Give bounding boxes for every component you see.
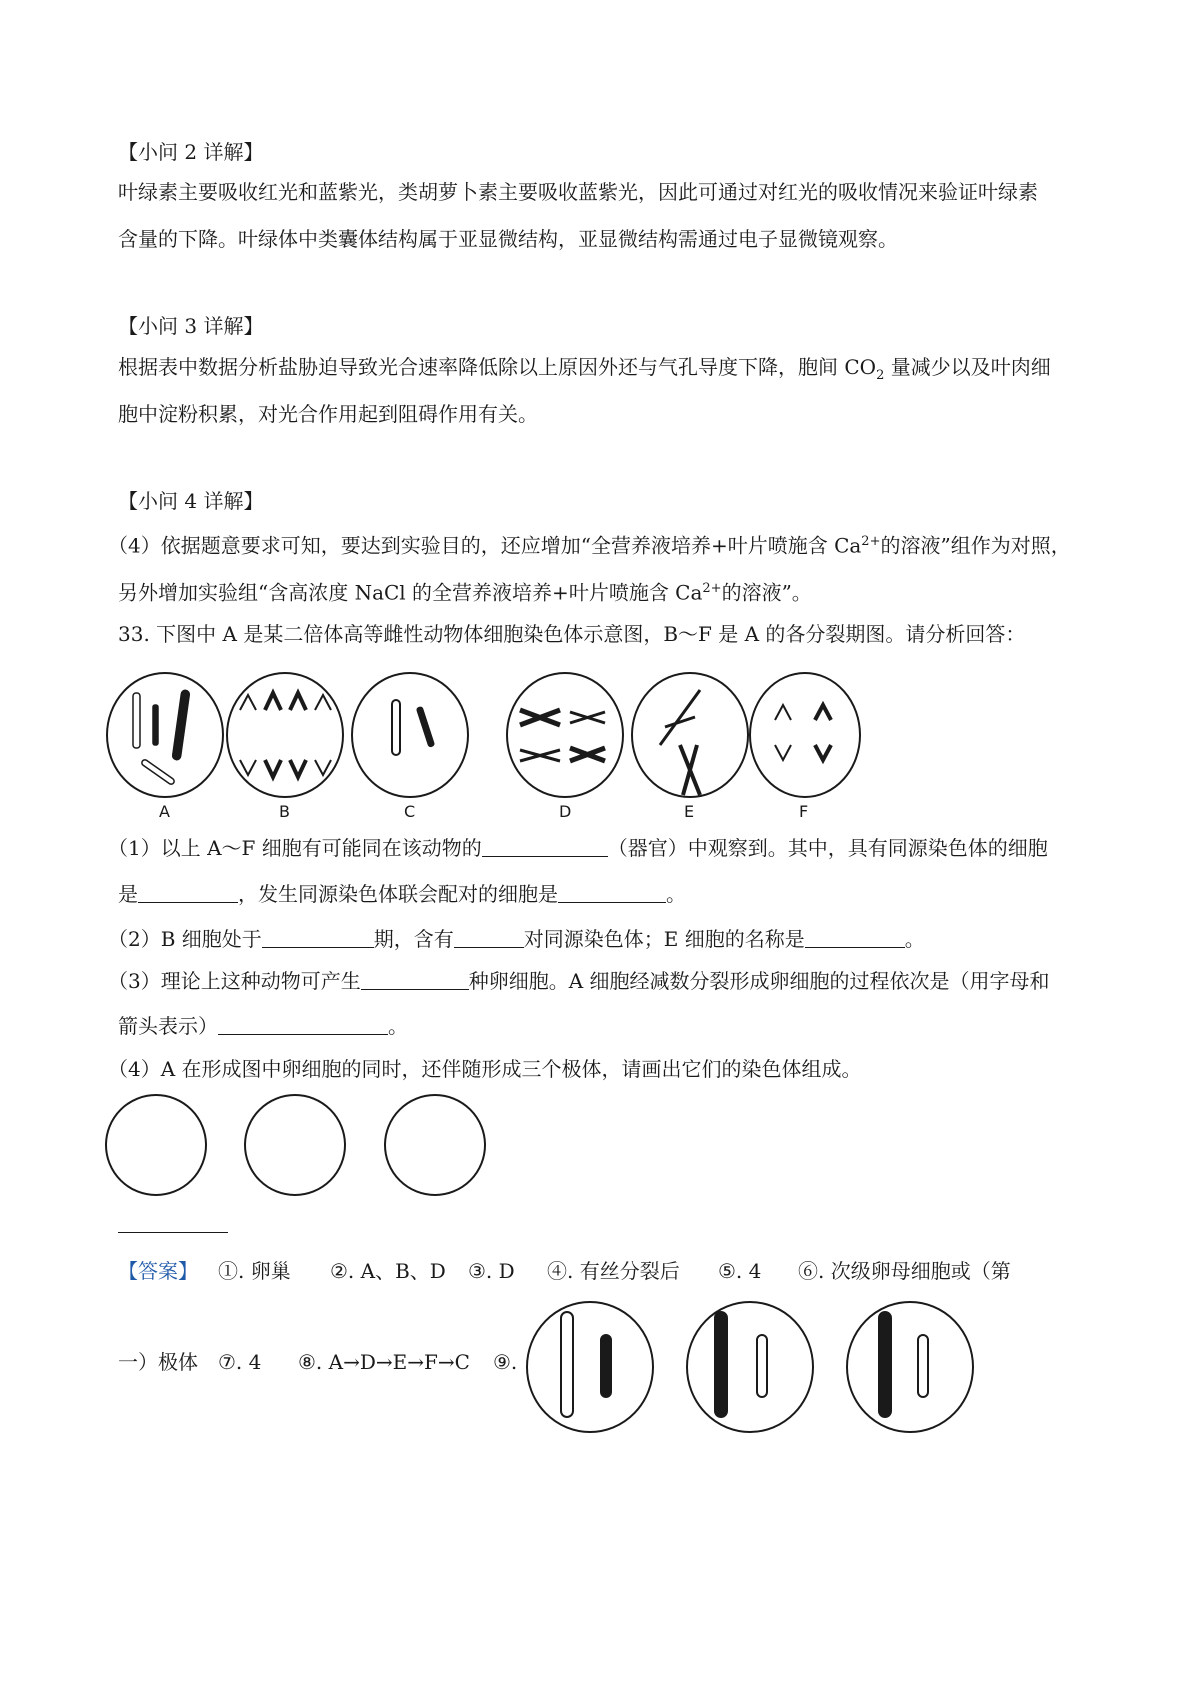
cell-d (507, 673, 623, 797)
q2-text-line-2: 含量的下降。叶绿体中类囊体结构属于亚显微结构，亚显微结构需通过电子显微镜观察。 (118, 227, 898, 251)
blank-e-cell-name[interactable] (805, 927, 905, 948)
q33-part-2 (108, 925, 925, 953)
cell-label-e: E (684, 802, 695, 821)
q4-text-b: 的溶液”组作为对照， (880, 533, 1071, 558)
blank-homologous-pairs[interactable] (454, 927, 524, 948)
answer-6: ⑥. 次级卵母细胞或（第 (798, 1259, 1011, 1283)
q2-title: 【小问 2 详解】 (118, 140, 264, 164)
q4-title: 【小问 4 详解】 (118, 489, 264, 513)
q4-text-line-1 (108, 528, 1071, 560)
q33-p3-text-b: 种卵细胞。A 细胞经减数分裂形成卵细胞的过程依次是（用字母和 (468, 969, 1050, 993)
blank-b-phase[interactable] (262, 927, 374, 948)
cell-f (750, 673, 860, 797)
q33-p1-text-c: 是 (118, 882, 138, 906)
answer-6-cont: 一）极体 (118, 1350, 198, 1374)
q33-p3-text-a: （3）理论上这种动物可产生 (108, 969, 361, 993)
answer-cell-3 (847, 1302, 973, 1432)
q33-p1-text-d: ，发生同源染色体联会配对的细胞是 (238, 882, 558, 906)
ca-superscript: 2+ (861, 534, 881, 549)
q4-text-c: 另外增加实验组“含高浓度 NaCl 的全营养液培养+叶片喷施含 Ca (118, 580, 703, 605)
cell-e (632, 673, 748, 797)
q33-p2-text-d: 。 (904, 927, 925, 951)
empty-cell-1 (106, 1095, 206, 1195)
q3-title: 【小问 3 详解】 (118, 314, 264, 338)
answer-8: ⑧. A→D→E→F→C (298, 1350, 470, 1374)
cell-c (352, 673, 468, 797)
cell-label-c: C (404, 802, 416, 821)
q33-p2-text-b: 期，含有 (373, 927, 454, 951)
q3-text-line-1 (118, 353, 1051, 390)
cell-b (227, 673, 343, 797)
cell-b-chromosomes (240, 693, 331, 777)
answer-cell-2 (687, 1302, 813, 1432)
q33-p3-text-c: 箭头表示） (118, 1014, 218, 1038)
answer-3: ③. D (468, 1259, 515, 1283)
q33-part-4: （4）A 在形成图中卵细胞的同时，还伴随形成三个极体，请画出它们的染色体组成。 (108, 1057, 862, 1081)
answer-2: ②. A、B、D (330, 1259, 446, 1283)
q4-text-a: （4）依据题意要求可知，要达到实验目的，还应增加“全营养液培养+叶片喷施含 Ca (108, 533, 862, 558)
answer-5: ⑤. 4 (718, 1259, 762, 1283)
cell-label-a: A (159, 802, 170, 821)
cell-a-chromosomes (133, 690, 190, 786)
co2-subscript: 2 (876, 368, 885, 383)
cell-label-f: F (799, 802, 809, 821)
answer-label: 【答案】 (118, 1259, 198, 1283)
empty-cell-2 (245, 1095, 345, 1195)
answer-9: ⑨. (493, 1350, 518, 1374)
q33-part-1-line-2 (118, 880, 686, 908)
q4-text-line-2 (118, 575, 812, 607)
q33-p2-text-c: 对同源染色体；E 细胞的名称是 (523, 927, 805, 951)
q33-p1-text-b: （器官）中观察到。其中，具有同源染色体的细胞 (607, 836, 1048, 860)
answer-cell-1 (527, 1302, 653, 1432)
cell-c-chromosomes (392, 700, 434, 755)
empty-cell-3 (385, 1095, 485, 1195)
q3-text-line-2: 胞中淀粉积累，对光合作用起到阻碍作用有关。 (118, 402, 538, 426)
blank-organ[interactable] (482, 836, 608, 857)
cell-f-chromosomes (775, 705, 831, 760)
blank-egg-types[interactable] (361, 969, 469, 990)
answer-1: ①. 卵巢 (218, 1259, 291, 1283)
q33-p1-text-e: 。 (666, 882, 686, 906)
answer-polar-bodies (525, 1297, 985, 1437)
cell-label-b: B (279, 802, 290, 821)
cell-e-chromosomes (660, 690, 700, 795)
cell-label-d: D (559, 802, 572, 821)
q33-part-1-line-1 (108, 834, 1048, 862)
blank-synapsis-cell[interactable] (558, 882, 666, 903)
answer-divider (118, 1232, 228, 1233)
q2-text-line-1: 叶绿素主要吸收红光和蓝紫光，类胡萝卜素主要吸收蓝紫光，因此可通过对红光的吸收情况来验证叶绿素 (118, 180, 1038, 204)
q33-part-3-line-1 (108, 967, 1050, 995)
blank-homologous-cells[interactable] (138, 882, 238, 903)
blank-division-sequence[interactable] (218, 1014, 388, 1035)
cell-division-figure (105, 665, 865, 825)
q33-p3-text-d: 。 (388, 1014, 408, 1038)
polar-body-drawing-area (102, 1095, 492, 1205)
ca-superscript-2: 2+ (702, 581, 722, 596)
q4-text-d: 的溶液”。 (721, 580, 812, 605)
cell-a (107, 673, 223, 797)
answer-7: ⑦. 4 (218, 1350, 262, 1374)
question-33-stem: 33. 下图中 A 是某二倍体高等雌性动物体细胞染色体示意图，B～F 是 A 的各分裂期图。请分析回答： (118, 622, 1026, 646)
q33-part-3-line-2 (118, 1012, 408, 1040)
q3-text-b: 量减少以及叶肉细 (884, 355, 1051, 379)
answer-4: ④. 有丝分裂后 (547, 1259, 680, 1283)
q33-p1-text-a: （1）以上 A～F 细胞有可能同在该动物的 (108, 836, 482, 860)
q33-p2-text-a: （2）B 细胞处于 (108, 927, 262, 951)
cell-d-chromosomes (520, 710, 605, 761)
q3-text-a: 根据表中数据分析盐胁迫导致光合速率降低除以上原因外还与气孔导度下降，胞间 CO (118, 355, 877, 379)
